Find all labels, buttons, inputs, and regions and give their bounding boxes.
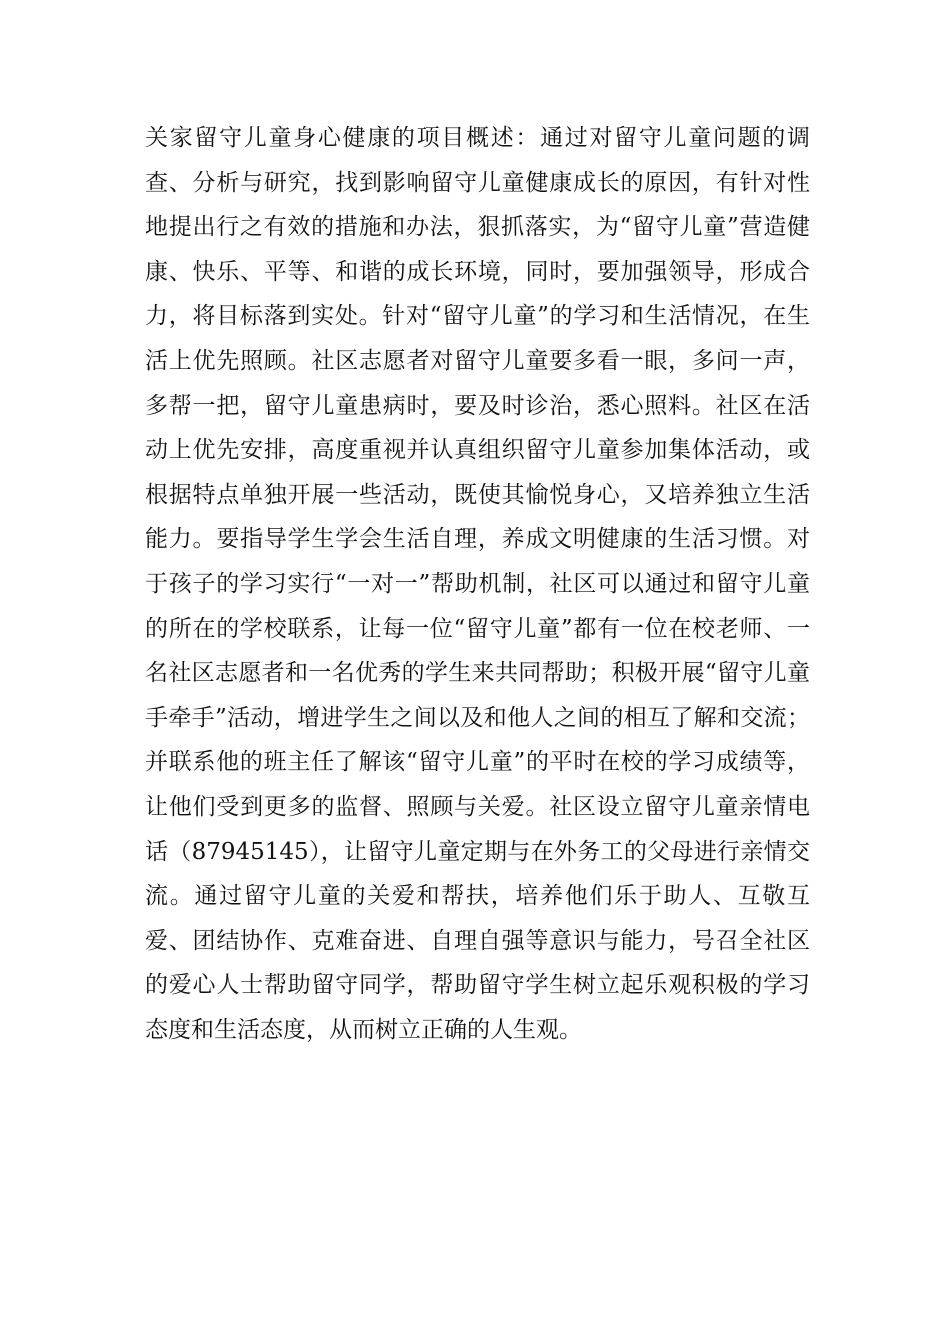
document-body-text: 通过对留守儿童问题的调查、分析与研究，找到影响留守儿童健康成长的原因，有针对性地提出行之有效的措施和办法，狠抓落实，为“留守儿童”营造健康、快乐、平等、和谐的成长环境，同时，要加强领导，形成合力，将目标落到实处。针对“留守儿童”的学习和生活情况，在生活上优先照顾。社区志愿者对留守儿童要多看一眼，多问一声，多帮一把，留守儿童患病时，要及时诊治，悉心照料。社区在活动上优先安排，高度重视并认真组织留守儿童参加集体活动，或根据特点单独开展一些活动，既使其愉悦身心，又培养独立生活能力。要指导学生学会生活自理，养成文明健康的生活习惯。对于孩子的学习实行“一对一”帮助机制，社区可以通过和留守儿童的所在的学校联系，让每一位“留守儿童”都有一位在校老师、一名社区志愿者和一名优秀的学生来共同帮助；积极开展“留守儿童手牵手”活动，增进学生之间以及和他人之间的相互了解和交流；并联系他的班主任了解该“留守儿童”的平时在校的学习成绩等，让他们受到更多的监督、照顾与关爱。社区设立留守儿童亲情电话（87945145），让留守儿童定期与在外务工的父母进行亲情交流。通过留守儿童的关爱和帮扶，培养他们乐于助人、互敬互爱、团结协作、克难奋进、自理自强等意识与能力，号召全社区的爱心人士帮助留守同学，帮助留守学生树立起乐观积极的学习态度和生活态度，从而树立正确的人生观。 xyxy=(145,125,811,1043)
document-heading: 关家留守儿童身心健康的项目概述： xyxy=(145,125,541,151)
document-paragraph xyxy=(145,116,810,1052)
